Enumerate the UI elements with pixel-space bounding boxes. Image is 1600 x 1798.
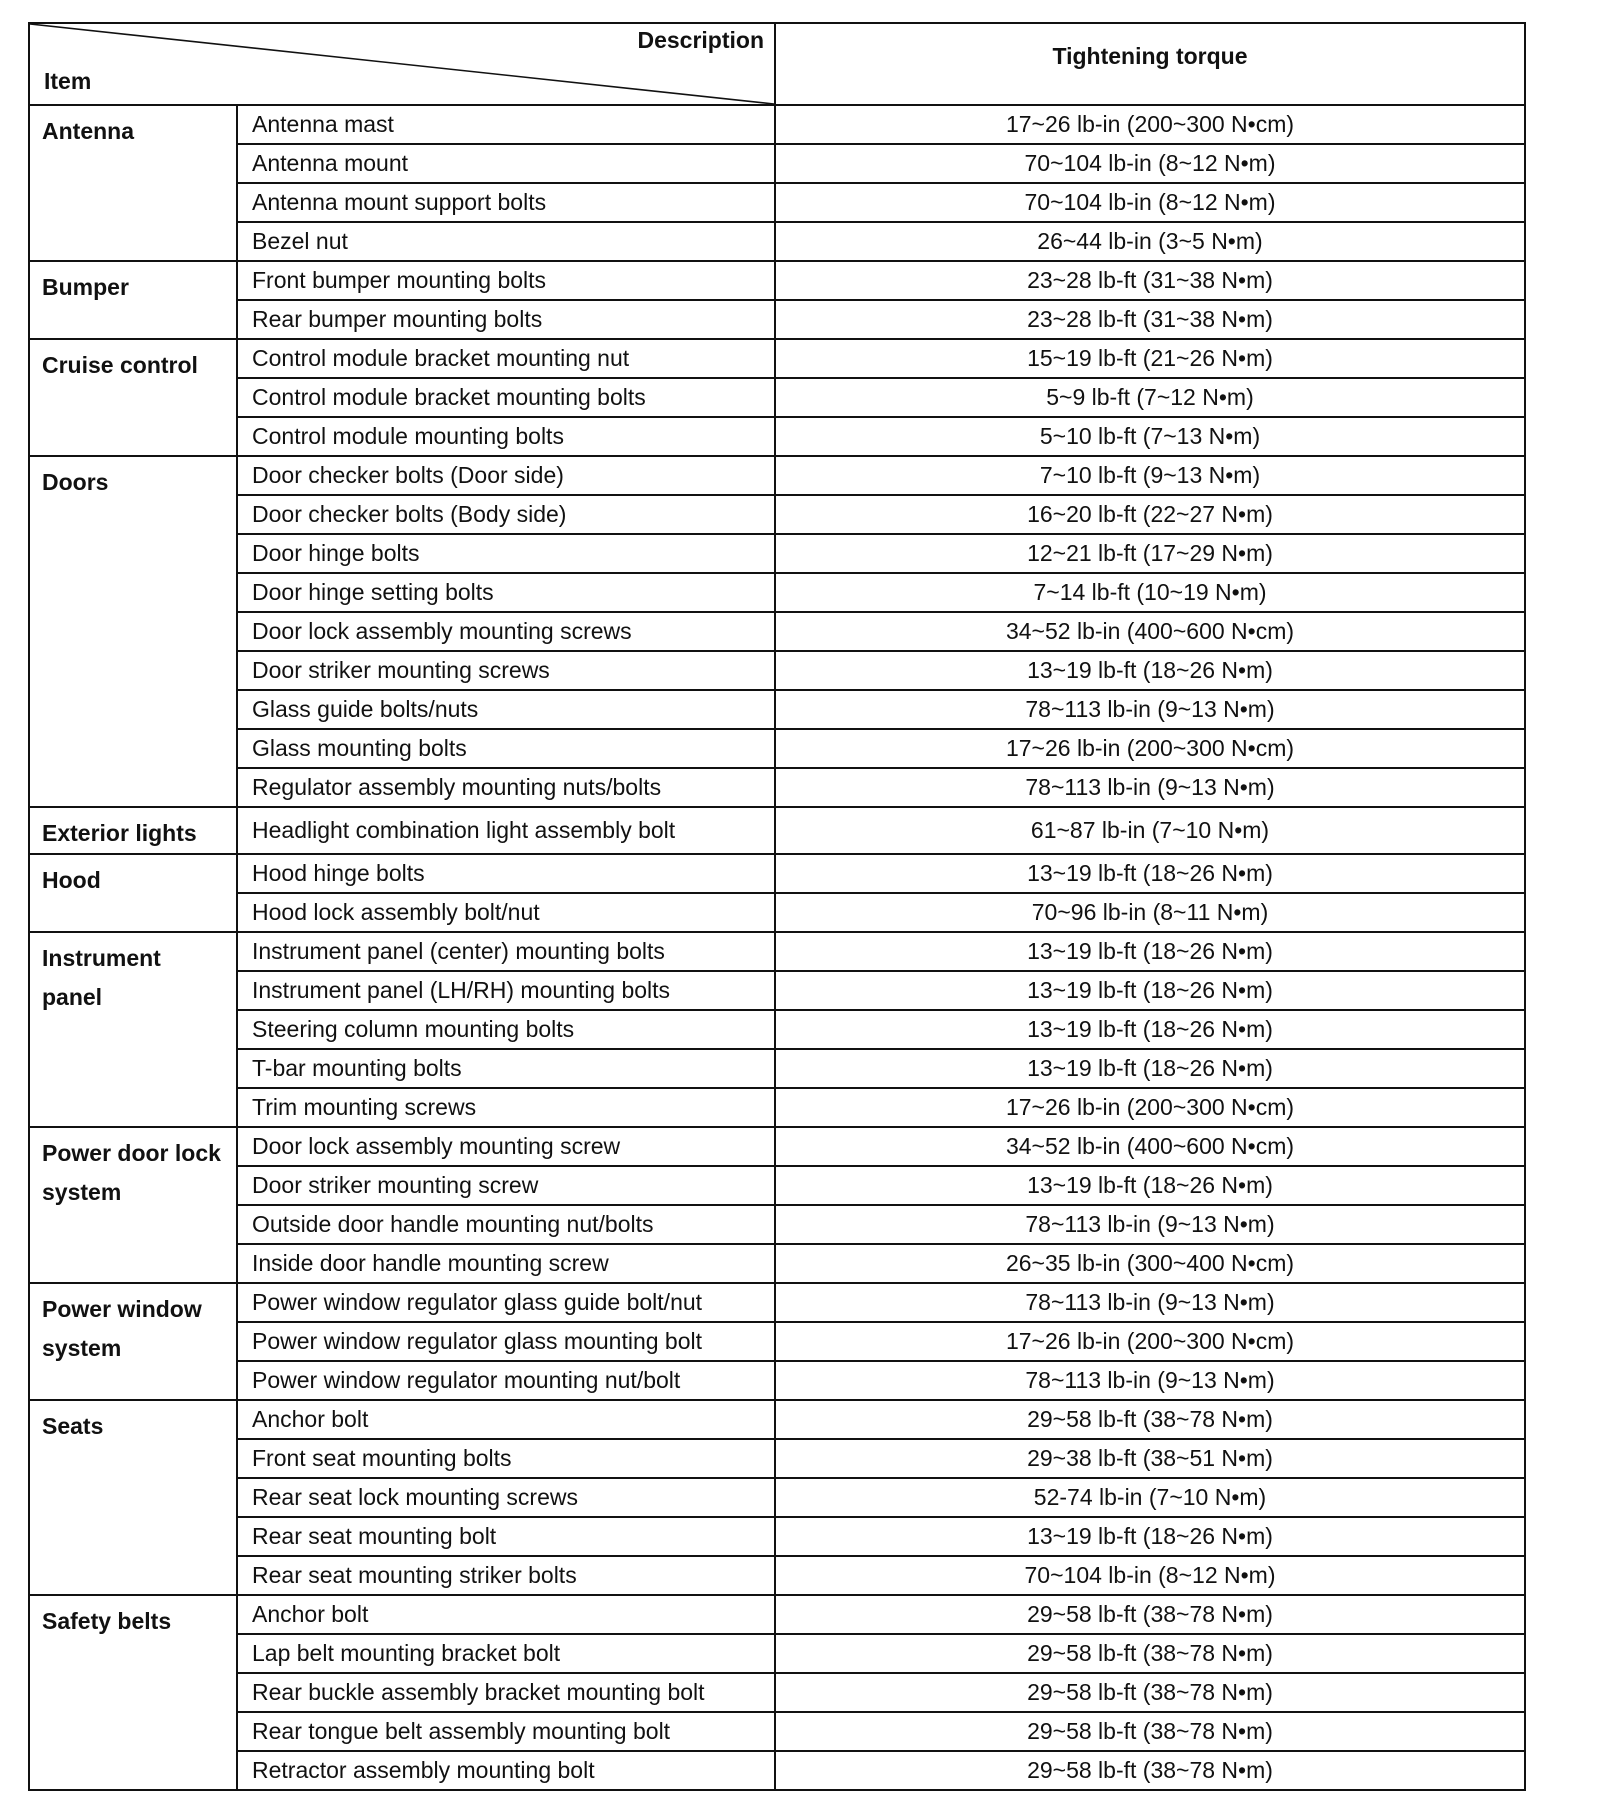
torque-value-cell: 23~28 lb-ft (31~38 N•m) <box>775 300 1525 339</box>
description-cell: Control module bracket mounting bolts <box>237 378 775 417</box>
description-cell: T-bar mounting bolts <box>237 1049 775 1088</box>
table-row <box>29 222 1525 261</box>
item-group-cell: Cruise control <box>29 339 237 456</box>
item-group-cell: Power window system <box>29 1283 237 1400</box>
table-row <box>29 1088 1525 1127</box>
torque-value-cell: 78~113 lb-in (9~13 N•m) <box>775 1205 1525 1244</box>
table-row <box>29 1634 1525 1673</box>
table-row <box>29 1673 1525 1712</box>
table-row <box>29 1244 1525 1283</box>
torque-value-cell: 29~58 lb-ft (38~78 N•m) <box>775 1400 1525 1439</box>
description-cell: Hood lock assembly bolt/nut <box>237 893 775 932</box>
description-cell: Rear seat lock mounting screws <box>237 1478 775 1517</box>
torque-value-cell: 5~9 lb-ft (7~12 N•m) <box>775 378 1525 417</box>
table-row <box>29 183 1525 222</box>
table-row <box>29 612 1525 651</box>
description-cell: Antenna mount <box>237 144 775 183</box>
table-row <box>29 261 1525 300</box>
torque-spec-table <box>28 22 1526 1791</box>
table-row <box>29 1127 1525 1166</box>
torque-value-cell: 52-74 lb-in (7~10 N•m) <box>775 1478 1525 1517</box>
description-cell: Anchor bolt <box>237 1595 775 1634</box>
description-cell: Bezel nut <box>237 222 775 261</box>
description-cell: Trim mounting screws <box>237 1088 775 1127</box>
table-row <box>29 971 1525 1010</box>
description-cell: Retractor assembly mounting bolt <box>237 1751 775 1790</box>
item-group-cell: Antenna <box>29 105 237 261</box>
header-item-label: Item <box>44 67 92 94</box>
item-group-cell: Hood <box>29 854 237 932</box>
torque-value-cell: 12~21 lb-ft (17~29 N•m) <box>775 534 1525 573</box>
description-cell: Door lock assembly mounting screw <box>237 1127 775 1166</box>
table-row <box>29 378 1525 417</box>
description-cell: Door checker bolts (Door side) <box>237 456 775 495</box>
item-group-cell: Exterior lights <box>29 807 237 854</box>
description-cell: Front bumper mounting bolts <box>237 261 775 300</box>
table-row <box>29 1322 1525 1361</box>
torque-value-cell: 70~96 lb-in (8~11 N•m) <box>775 893 1525 932</box>
item-group-cell: Seats <box>29 1400 237 1595</box>
header-row <box>29 23 1525 105</box>
description-cell: Lap belt mounting bracket bolt <box>237 1634 775 1673</box>
description-cell: Door hinge bolts <box>237 534 775 573</box>
table-row <box>29 690 1525 729</box>
table-row <box>29 1751 1525 1790</box>
item-group-cell: Instrument panel <box>29 932 237 1127</box>
description-cell: Door checker bolts (Body side) <box>237 495 775 534</box>
description-cell: Door lock assembly mounting screws <box>237 612 775 651</box>
torque-value-cell: 7~14 lb-ft (10~19 N•m) <box>775 573 1525 612</box>
torque-value-cell: 70~104 lb-in (8~12 N•m) <box>775 183 1525 222</box>
description-cell: Steering column mounting bolts <box>237 1010 775 1049</box>
table-row <box>29 1712 1525 1751</box>
torque-value-cell: 26~44 lb-in (3~5 N•m) <box>775 222 1525 261</box>
description-cell: Inside door handle mounting screw <box>237 1244 775 1283</box>
table-row <box>29 534 1525 573</box>
description-cell: Glass guide bolts/nuts <box>237 690 775 729</box>
table-row <box>29 807 1525 854</box>
torque-value-cell: 23~28 lb-ft (31~38 N•m) <box>775 261 1525 300</box>
torque-value-cell: 29~38 lb-ft (38~51 N•m) <box>775 1439 1525 1478</box>
description-cell: Hood hinge bolts <box>237 854 775 893</box>
description-cell: Rear seat mounting bolt <box>237 1517 775 1556</box>
table-row <box>29 1166 1525 1205</box>
header-torque-label: Tightening torque <box>775 23 1525 105</box>
torque-value-cell: 29~58 lb-ft (38~78 N•m) <box>775 1673 1525 1712</box>
table-row <box>29 729 1525 768</box>
item-group-cell: Doors <box>29 456 237 807</box>
description-cell: Glass mounting bolts <box>237 729 775 768</box>
table-row <box>29 1400 1525 1439</box>
torque-value-cell: 29~58 lb-ft (38~78 N•m) <box>775 1751 1525 1790</box>
torque-value-cell: 17~26 lb-in (200~300 N•cm) <box>775 105 1525 144</box>
table-body <box>29 105 1525 1790</box>
torque-value-cell: 61~87 lb-in (7~10 N•m) <box>775 807 1525 854</box>
item-group-cell: Bumper <box>29 261 237 339</box>
torque-value-cell: 13~19 lb-ft (18~26 N•m) <box>775 932 1525 971</box>
table-row <box>29 1205 1525 1244</box>
torque-value-cell: 13~19 lb-ft (18~26 N•m) <box>775 1010 1525 1049</box>
torque-value-cell: 17~26 lb-in (200~300 N•cm) <box>775 1322 1525 1361</box>
description-cell: Door hinge setting bolts <box>237 573 775 612</box>
torque-value-cell: 13~19 lb-ft (18~26 N•m) <box>775 854 1525 893</box>
torque-value-cell: 13~19 lb-ft (18~26 N•m) <box>775 971 1525 1010</box>
torque-value-cell: 13~19 lb-ft (18~26 N•m) <box>775 651 1525 690</box>
torque-value-cell: 16~20 lb-ft (22~27 N•m) <box>775 495 1525 534</box>
table-row <box>29 1517 1525 1556</box>
description-cell: Regulator assembly mounting nuts/bolts <box>237 768 775 807</box>
table-row <box>29 144 1525 183</box>
description-cell: Control module mounting bolts <box>237 417 775 456</box>
table-row <box>29 768 1525 807</box>
table-row <box>29 339 1525 378</box>
table-row <box>29 1361 1525 1400</box>
torque-value-cell: 29~58 lb-ft (38~78 N•m) <box>775 1595 1525 1634</box>
table-row <box>29 1595 1525 1634</box>
table-row <box>29 1283 1525 1322</box>
table-row <box>29 1556 1525 1595</box>
description-cell: Antenna mount support bolts <box>237 183 775 222</box>
description-cell: Door striker mounting screw <box>237 1166 775 1205</box>
torque-value-cell: 5~10 lb-ft (7~13 N•m) <box>775 417 1525 456</box>
table-row <box>29 893 1525 932</box>
torque-value-cell: 78~113 lb-in (9~13 N•m) <box>775 1361 1525 1400</box>
description-cell: Power window regulator glass guide bolt/nut <box>237 1283 775 1322</box>
table-row <box>29 456 1525 495</box>
torque-value-cell: 15~19 lb-ft (21~26 N•m) <box>775 339 1525 378</box>
table-row <box>29 1010 1525 1049</box>
description-cell: Rear tongue belt assembly mounting bolt <box>237 1712 775 1751</box>
table-row <box>29 417 1525 456</box>
torque-value-cell: 7~10 lb-ft (9~13 N•m) <box>775 456 1525 495</box>
header-diagonal-cell <box>29 23 775 105</box>
torque-value-cell: 13~19 lb-ft (18~26 N•m) <box>775 1517 1525 1556</box>
table-row <box>29 1478 1525 1517</box>
table-row <box>29 932 1525 971</box>
torque-value-cell: 13~19 lb-ft (18~26 N•m) <box>775 1049 1525 1088</box>
item-group-cell: Power door lock system <box>29 1127 237 1283</box>
description-cell: Anchor bolt <box>237 1400 775 1439</box>
description-cell: Antenna mast <box>237 105 775 144</box>
torque-value-cell: 78~113 lb-in (9~13 N•m) <box>775 1283 1525 1322</box>
torque-value-cell: 78~113 lb-in (9~13 N•m) <box>775 690 1525 729</box>
torque-value-cell: 78~113 lb-in (9~13 N•m) <box>775 768 1525 807</box>
description-cell: Instrument panel (LH/RH) mounting bolts <box>237 971 775 1010</box>
header-description-label: Description <box>637 27 764 53</box>
torque-value-cell: 34~52 lb-in (400~600 N•cm) <box>775 1127 1525 1166</box>
table-row <box>29 854 1525 893</box>
torque-value-cell: 70~104 lb-in (8~12 N•m) <box>775 1556 1525 1595</box>
item-group-cell: Safety belts <box>29 1595 237 1790</box>
table-row <box>29 573 1525 612</box>
description-cell: Power window regulator mounting nut/bolt <box>237 1361 775 1400</box>
description-cell: Door striker mounting screws <box>237 651 775 690</box>
torque-value-cell: 17~26 lb-in (200~300 N•cm) <box>775 729 1525 768</box>
table-row <box>29 495 1525 534</box>
torque-value-cell: 26~35 lb-in (300~400 N•cm) <box>775 1244 1525 1283</box>
torque-value-cell: 17~26 lb-in (200~300 N•cm) <box>775 1088 1525 1127</box>
table-row <box>29 1439 1525 1478</box>
torque-value-cell: 70~104 lb-in (8~12 N•m) <box>775 144 1525 183</box>
description-cell: Instrument panel (center) mounting bolts <box>237 932 775 971</box>
torque-value-cell: 29~58 lb-ft (38~78 N•m) <box>775 1712 1525 1751</box>
table-row <box>29 1049 1525 1088</box>
torque-value-cell: 29~58 lb-ft (38~78 N•m) <box>775 1634 1525 1673</box>
description-cell: Front seat mounting bolts <box>237 1439 775 1478</box>
description-cell: Rear seat mounting striker bolts <box>237 1556 775 1595</box>
torque-value-cell: 34~52 lb-in (400~600 N•cm) <box>775 612 1525 651</box>
description-cell: Rear buckle assembly bracket mounting bolt <box>237 1673 775 1712</box>
table-row <box>29 105 1525 144</box>
torque-value-cell: 13~19 lb-ft (18~26 N•m) <box>775 1166 1525 1205</box>
description-cell: Power window regulator glass mounting bolt <box>237 1322 775 1361</box>
description-cell: Rear bumper mounting bolts <box>237 300 775 339</box>
description-cell: Headlight combination light assembly bolt <box>237 807 775 854</box>
table-row <box>29 300 1525 339</box>
description-cell: Control module bracket mounting nut <box>237 339 775 378</box>
description-cell: Outside door handle mounting nut/bolts <box>237 1205 775 1244</box>
table-row <box>29 651 1525 690</box>
